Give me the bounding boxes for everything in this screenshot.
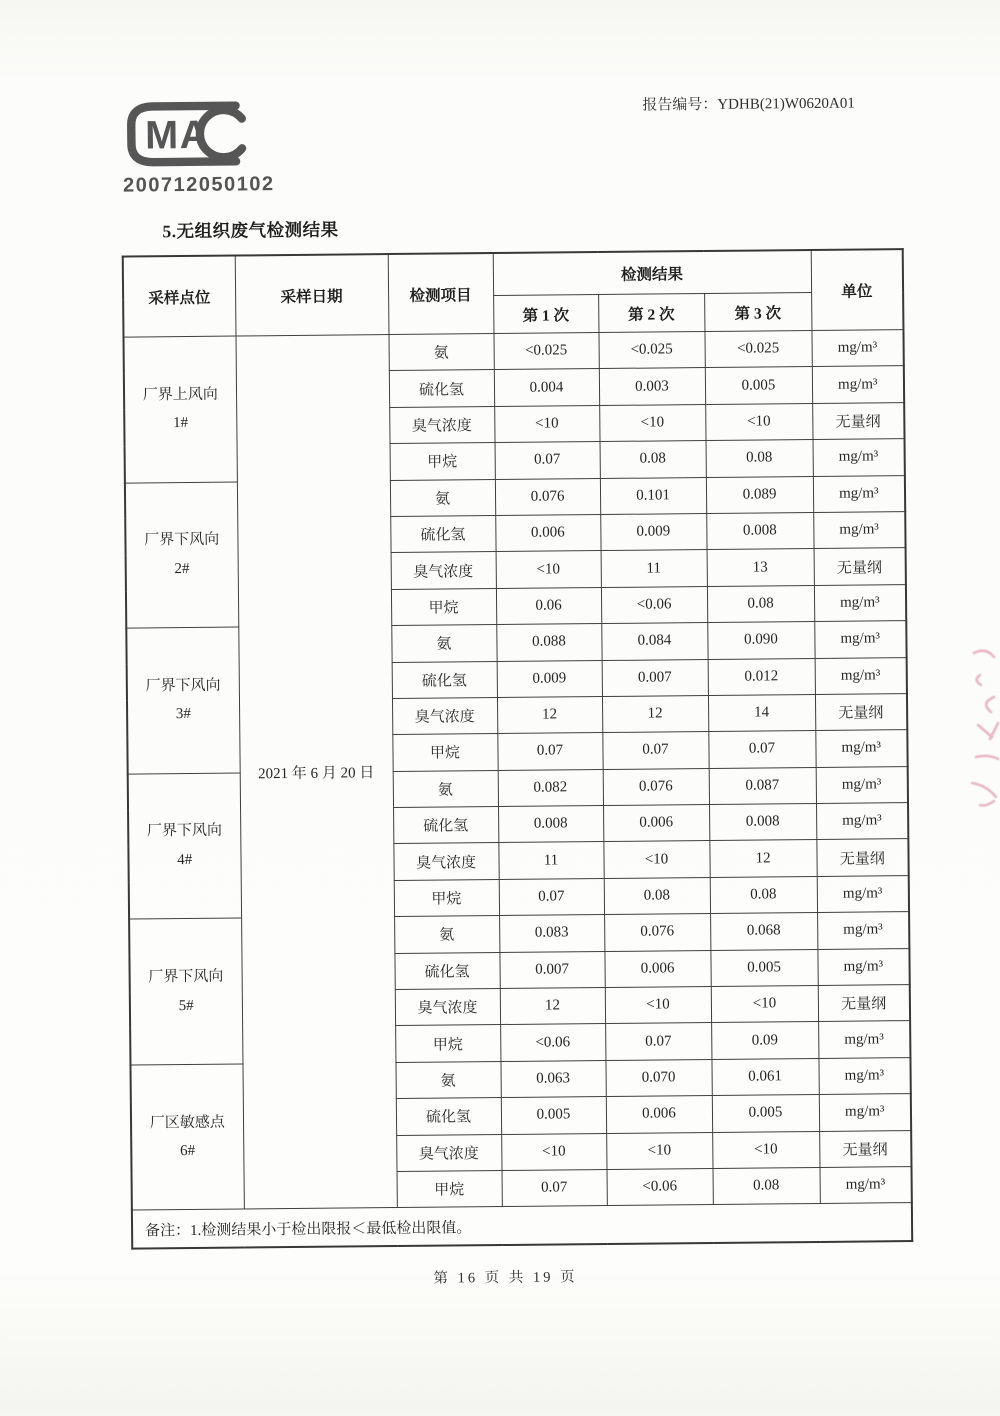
item-cell: 臭气浓度 bbox=[395, 989, 500, 1026]
result2-cell: 0.006 bbox=[604, 950, 710, 987]
sample-point-number: 5# bbox=[178, 997, 194, 1014]
unit-cell: mg/m³ bbox=[814, 621, 906, 658]
result2-cell: <10 bbox=[606, 1132, 712, 1169]
result3-cell: 0.008 bbox=[709, 804, 816, 841]
result3-cell: 14 bbox=[708, 694, 815, 731]
result3-cell: 0.068 bbox=[710, 913, 817, 950]
item-cell: 甲烷 bbox=[394, 879, 499, 916]
result1-cell: 0.07 bbox=[495, 442, 600, 479]
unit-cell: mg/m³ bbox=[812, 366, 904, 403]
result3-cell: 13 bbox=[707, 549, 814, 586]
item-cell: 氨 bbox=[391, 625, 496, 662]
unit-cell: 无量纲 bbox=[816, 839, 908, 876]
item-cell: 硫化氢 bbox=[390, 515, 495, 552]
result1-cell: 0.005 bbox=[501, 1097, 606, 1134]
result1-cell: 0.07 bbox=[499, 878, 604, 915]
result3-cell: 0.005 bbox=[712, 1095, 819, 1132]
item-cell: 甲烷 bbox=[397, 1170, 502, 1207]
result2-cell: 0.076 bbox=[603, 768, 709, 805]
result2-cell: 0.003 bbox=[599, 368, 705, 405]
sample-point-number: 6# bbox=[179, 1143, 196, 1160]
unit-cell: 无量纲 bbox=[815, 693, 907, 730]
header-time-3: 第 3 次 bbox=[704, 292, 811, 331]
sample-point-cell bbox=[130, 1064, 243, 1211]
result2-cell: 0.070 bbox=[605, 1059, 711, 1096]
result3-cell: 0.08 bbox=[710, 876, 817, 913]
header-test-result: 检测结果 bbox=[493, 250, 811, 296]
item-cell: 甲烷 bbox=[395, 1025, 500, 1062]
report-number-value: YDHB(21)W0620A01 bbox=[717, 95, 855, 113]
result2-cell: 0.07 bbox=[605, 1023, 711, 1060]
result1-cell: <10 bbox=[494, 405, 599, 442]
item-cell: 甲烷 bbox=[392, 734, 497, 771]
result3-cell: <10 bbox=[711, 985, 818, 1022]
report-number-line bbox=[642, 92, 855, 115]
result1-cell: 0.083 bbox=[499, 915, 604, 952]
result2-cell: 0.084 bbox=[601, 623, 707, 660]
header-test-item: 检测项目 bbox=[388, 253, 494, 335]
item-cell: 氨 bbox=[390, 479, 495, 516]
sample-date-cell: 2021 年 6 月 20 日 bbox=[235, 335, 396, 1210]
result2-cell: 11 bbox=[601, 550, 707, 587]
item-cell: 甲烷 bbox=[390, 443, 495, 480]
cma-logo-text: MA bbox=[144, 112, 211, 158]
result3-cell: <10 bbox=[712, 1131, 819, 1168]
item-cell: 臭气浓度 bbox=[393, 843, 498, 880]
sample-point-cell bbox=[125, 482, 238, 629]
result3-cell: 0.061 bbox=[711, 1058, 818, 1095]
item-cell: 氨 bbox=[393, 770, 498, 807]
result3-cell: 12 bbox=[709, 840, 816, 877]
result3-cell: <0.025 bbox=[704, 330, 811, 367]
result2-cell: <10 bbox=[605, 987, 711, 1024]
result3-cell: 0.008 bbox=[706, 512, 813, 549]
table-header-row-1 bbox=[123, 249, 903, 299]
unit-cell: mg/m³ bbox=[818, 1057, 910, 1094]
result1-cell: 0.004 bbox=[494, 369, 599, 406]
item-cell: 硫化氢 bbox=[389, 370, 494, 407]
unit-cell: mg/m³ bbox=[818, 1021, 910, 1058]
result1-cell: 11 bbox=[498, 842, 603, 879]
result2-cell: 0.08 bbox=[604, 877, 710, 914]
result3-cell: 0.012 bbox=[708, 658, 815, 695]
item-cell: 氨 bbox=[388, 334, 493, 371]
result3-cell: 0.005 bbox=[705, 367, 812, 404]
item-cell: 臭气浓度 bbox=[391, 552, 496, 589]
item-cell: 臭气浓度 bbox=[392, 697, 497, 734]
unit-cell: 无量纲 bbox=[819, 1130, 911, 1167]
header-time-1: 第 1 次 bbox=[493, 295, 598, 334]
result2-cell: <10 bbox=[603, 841, 709, 878]
result1-cell: 12 bbox=[500, 988, 605, 1025]
result1-cell: <0.06 bbox=[500, 1024, 605, 1061]
result1-cell: 0.076 bbox=[495, 478, 600, 515]
result1-cell: 0.007 bbox=[499, 951, 604, 988]
result3-cell: 0.08 bbox=[707, 585, 814, 622]
result1-cell: 0.07 bbox=[497, 733, 602, 770]
result1-cell: <0.025 bbox=[493, 333, 598, 370]
result1-cell: 0.06 bbox=[496, 587, 601, 624]
unit-cell: mg/m³ bbox=[813, 475, 905, 512]
result2-cell: 0.07 bbox=[602, 732, 708, 769]
result3-cell: <10 bbox=[705, 403, 812, 440]
unit-cell: mg/m³ bbox=[811, 330, 903, 367]
red-seal-fragment-icon bbox=[964, 645, 1000, 815]
unit-cell: mg/m³ bbox=[820, 1167, 912, 1204]
note-text: 备注：1.检测结果小于检出限报＜最低检出限值。 bbox=[132, 1203, 912, 1249]
result1-cell: <10 bbox=[496, 551, 601, 588]
sample-point-name: 厂界下风向 bbox=[145, 677, 221, 695]
result1-cell: 0.006 bbox=[495, 514, 600, 551]
results-table bbox=[122, 248, 914, 1250]
result2-cell: 0.08 bbox=[600, 441, 706, 478]
item-cell: 硫化氢 bbox=[393, 807, 498, 844]
result2-cell: 0.006 bbox=[603, 805, 709, 842]
item-cell: 硫化氢 bbox=[394, 952, 499, 989]
page-number: 第 16 页 共 19 页 bbox=[433, 1269, 578, 1287]
item-cell: 甲烷 bbox=[391, 588, 496, 625]
item-cell: 臭气浓度 bbox=[389, 406, 494, 443]
unit-cell: 无量纲 bbox=[812, 402, 904, 439]
result2-cell: <10 bbox=[599, 404, 705, 441]
sample-point-cell bbox=[128, 773, 241, 920]
unit-cell: mg/m³ bbox=[817, 948, 909, 985]
unit-cell: mg/m³ bbox=[817, 875, 909, 912]
sample-point-name: 厂界下风向 bbox=[148, 968, 224, 986]
unit-cell: 无量纲 bbox=[814, 548, 906, 585]
result1-cell: 0.082 bbox=[498, 769, 603, 806]
result3-cell: 0.07 bbox=[708, 731, 815, 768]
result2-cell: 12 bbox=[602, 695, 708, 732]
header-sample-point: 采样点位 bbox=[123, 256, 236, 338]
result3-cell: 0.089 bbox=[706, 476, 813, 513]
unit-cell: mg/m³ bbox=[815, 730, 907, 767]
result2-cell: 0.006 bbox=[606, 1096, 712, 1133]
item-cell: 臭气浓度 bbox=[396, 1134, 501, 1171]
unit-cell: mg/m³ bbox=[817, 912, 909, 949]
sample-point-number: 3# bbox=[175, 706, 191, 723]
header-sample-date: 采样日期 bbox=[235, 254, 389, 336]
sample-point-name: 厂界上风向 bbox=[142, 386, 218, 404]
unit-cell: mg/m³ bbox=[813, 439, 905, 476]
unit-cell: mg/m³ bbox=[819, 1094, 911, 1131]
result2-cell: 0.007 bbox=[602, 659, 708, 696]
sample-point-name: 厂区敏感点 bbox=[149, 1114, 225, 1131]
cma-logo-icon bbox=[122, 96, 255, 171]
result1-cell: 0.009 bbox=[497, 660, 602, 697]
sample-point-cell bbox=[126, 627, 239, 774]
sample-point-number: 1# bbox=[173, 415, 189, 432]
unit-cell: mg/m³ bbox=[815, 657, 907, 694]
table-note-row bbox=[132, 1203, 912, 1249]
unit-cell: mg/m³ bbox=[816, 766, 908, 803]
sample-point-cell bbox=[129, 918, 242, 1065]
header-unit: 单位 bbox=[811, 249, 904, 330]
result2-cell: 0.101 bbox=[600, 477, 706, 514]
section-title: 5.无组织废气检测结果 bbox=[162, 219, 339, 242]
cma-code: 200712050102 bbox=[122, 173, 275, 197]
result1-cell: 0.07 bbox=[502, 1169, 607, 1206]
unit-cell: 无量纲 bbox=[818, 985, 910, 1022]
sample-point-number: 4# bbox=[177, 851, 193, 869]
result1-cell: 0.088 bbox=[496, 624, 601, 661]
sample-point-name: 厂界下风向 bbox=[146, 823, 223, 840]
result3-cell: 0.09 bbox=[711, 1022, 818, 1059]
result2-cell: <0.06 bbox=[607, 1168, 713, 1205]
result1-cell: 12 bbox=[497, 696, 602, 733]
result1-cell: 0.063 bbox=[500, 1060, 605, 1097]
result3-cell: 0.090 bbox=[707, 622, 814, 659]
result1-cell: <10 bbox=[501, 1133, 606, 1170]
unit-cell: mg/m³ bbox=[814, 584, 906, 621]
item-cell: 氨 bbox=[394, 916, 499, 953]
report-number-label: 报告编号： bbox=[642, 96, 718, 114]
result2-cell: 0.076 bbox=[604, 914, 710, 951]
sample-point-name: 厂界下风向 bbox=[144, 532, 220, 549]
cma-logo bbox=[122, 96, 275, 197]
item-cell: 氨 bbox=[395, 1061, 500, 1098]
sample-point-number: 2# bbox=[174, 560, 190, 577]
result2-cell: <0.025 bbox=[598, 332, 704, 369]
unit-cell: mg/m³ bbox=[816, 803, 908, 840]
result2-cell: 0.009 bbox=[600, 513, 706, 550]
sample-point-cell bbox=[123, 336, 236, 483]
result3-cell: 0.08 bbox=[713, 1167, 820, 1204]
item-cell: 硫化氢 bbox=[392, 661, 497, 698]
unit-cell: mg/m³ bbox=[813, 512, 905, 549]
item-cell: 硫化氢 bbox=[396, 1098, 501, 1135]
result2-cell: <0.06 bbox=[601, 586, 707, 623]
result1-cell: 0.008 bbox=[498, 806, 603, 843]
result3-cell: 0.08 bbox=[706, 440, 813, 477]
header-time-2: 第 2 次 bbox=[598, 294, 704, 333]
result3-cell: 0.087 bbox=[709, 767, 816, 804]
result3-cell: 0.005 bbox=[710, 949, 817, 986]
